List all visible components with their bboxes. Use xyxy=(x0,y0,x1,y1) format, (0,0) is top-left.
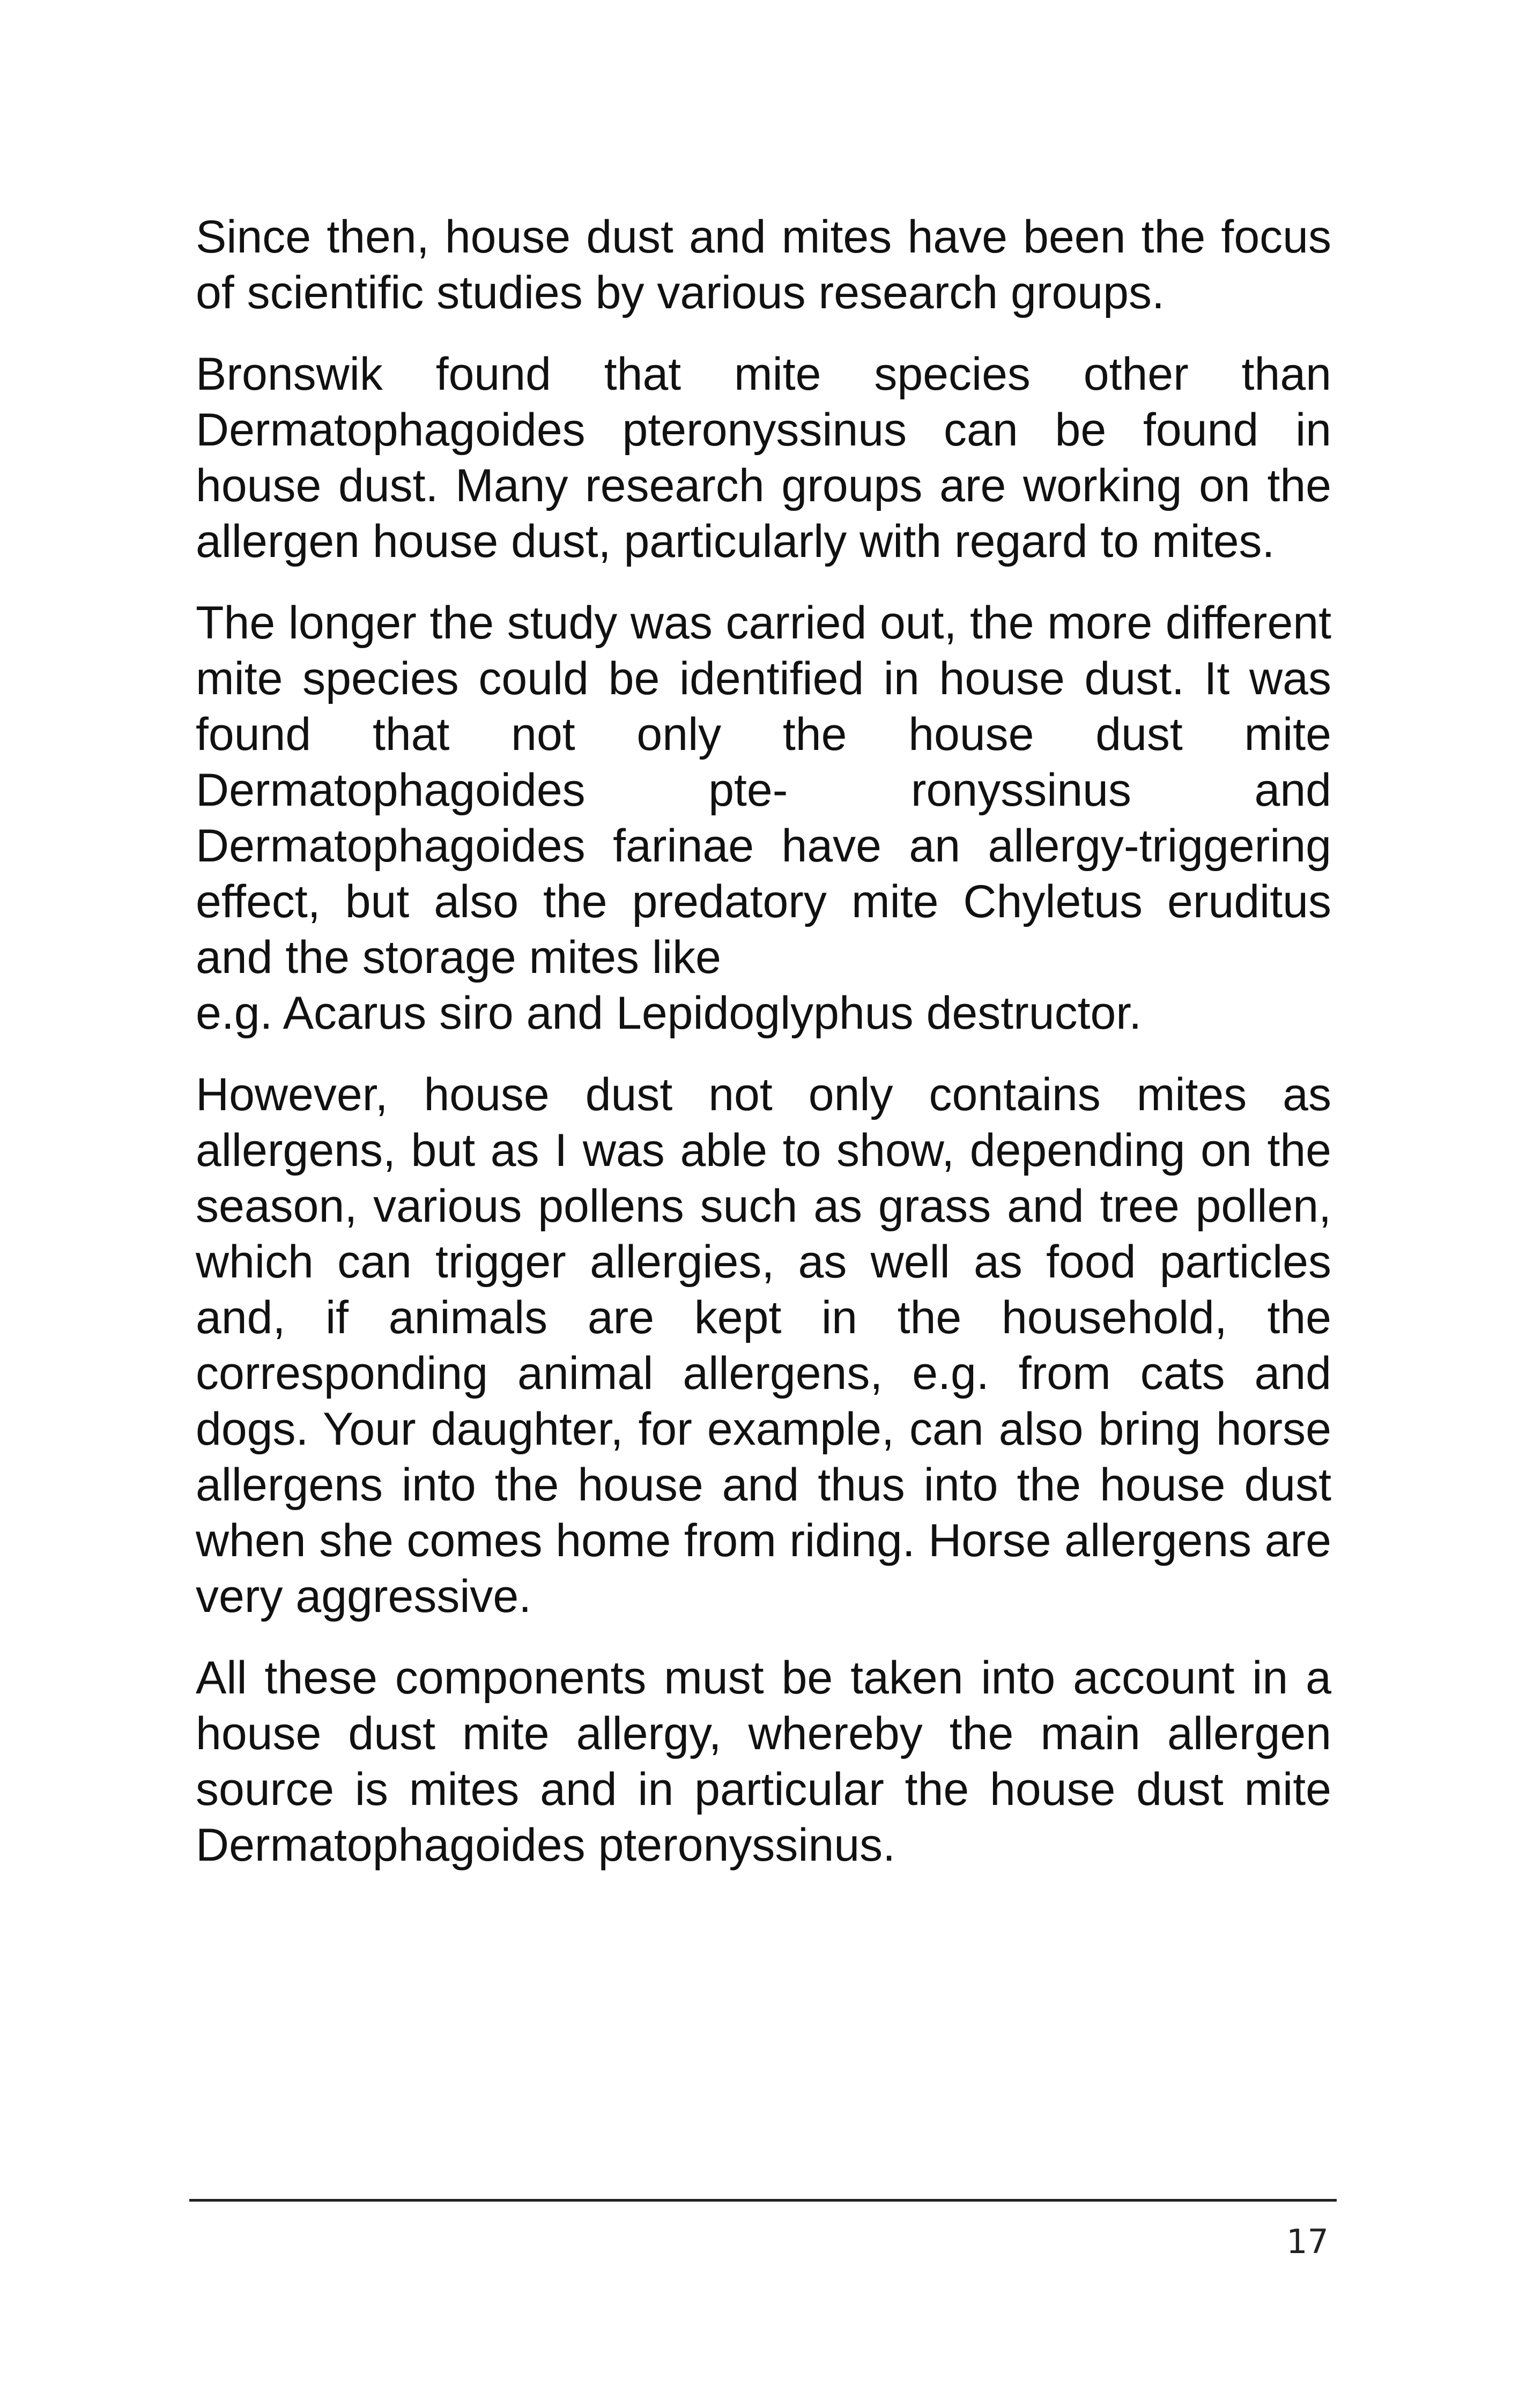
paragraph-components-summary: All these components must be taken into account in a house dust mite allergy, whereby the main allergen source is mites and in particular the house dust mite Dermatophagoides pteronyssinus. xyxy=(196,1652,1331,1871)
paragraph-storage-mites-example: e.g. Acarus siro and Lepidoglyphus destructor. xyxy=(196,987,1142,1039)
paragraph-other-allergens: However, house dust not only contains mites as allergens, but as I was able to show, depending on the season, various pollens such as grass and tree pollen, which can trigger allergies, as well as food particles and, if animals are kept in the household, the corresponding animal allergens, e.g. from cats and dogs. Your daughter, for example, can also bring horse allergens into the house and thus into the house dust when she comes home from riding. Horse allergens are very aggressive. xyxy=(196,1069,1331,1622)
page-number: 17 xyxy=(1286,2222,1329,2261)
paragraph-bronswik: Bronswik found that mite species other than Dermatophagoides pteronyssinus can be found in house dust. Many research groups are working on the allergen house dust, particularly with regard to mites. xyxy=(196,348,1331,567)
body-text xyxy=(196,209,1331,1899)
footer-divider xyxy=(189,2199,1337,2202)
paragraph-mite-species: The longer the study was carried out, the more different mite species could be identified in house dust. It was found that not only the house dust mite Dermatophagoides pte- ronyssinus and Dermatophagoides farinae have an allergy-triggering effect, but also the predatory mite Chyletus eruditus and the storage mites like xyxy=(196,597,1331,983)
paragraph-research-focus: Since then, house dust and mites have been the focus of scientific studies by various research groups. xyxy=(196,211,1331,318)
